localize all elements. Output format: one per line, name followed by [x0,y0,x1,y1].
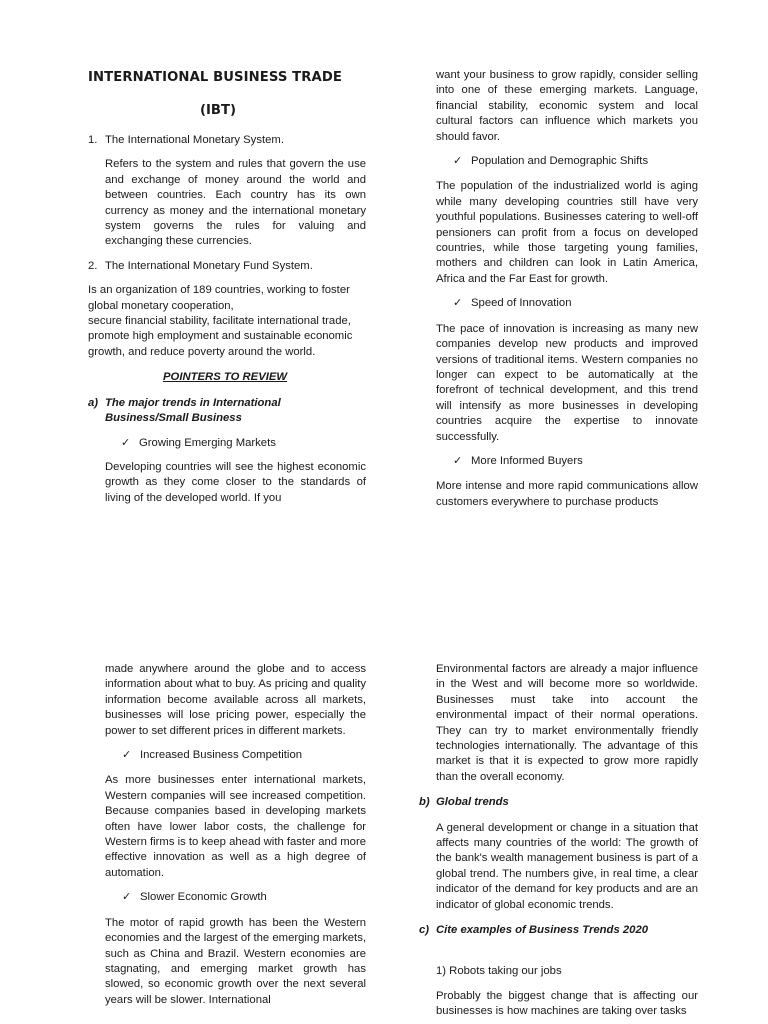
check-icon: ✓ [453,454,463,467]
top-left-column [88,133,366,506]
check-icon: ✓ [453,297,463,310]
paragraph: A general development or change in a situation that affects many countries of the world: The growth of the bank's wealth management business is part of a global trend. The numbers give, in real time, a clear indicator of the demand for key products and are an indicator of global economic trends. [436,821,698,911]
paragraph: Is an organization of 189 countries, working to foster global monetary cooperation, [88,284,350,312]
check-icon: ✓ [121,436,131,449]
bullet-item: ✓ Increased Business Competition [122,748,366,763]
paragraph: Environmental factors are already a major influence in the West and will become more so worldwide. Businesses must take into account the environmental impact of their normal operations. They can try to market environmentally friendly technologies internationally. The advantage of this market is that it is expected to grow more rapidly than the overall economy. [436,663,698,783]
top-right-column [436,68,698,510]
bullet-item: ✓ Growing Emerging Markets [121,436,366,451]
paragraph: secure financial stability, facilitate international trade, promote high employment and sustainable economic growth, and reduce poverty around the world. [88,315,353,358]
paragraph: The population of the industrialized world is aging while many developing countries still have very youthful populations. Businesses catering to well-off pensioners can profit from a focus on developed countries, while those targeting young families, mothers and children can look in Latin America, Africa and the Far East for growth. [436,180,698,285]
subheading-b: b) Global trends [419,796,509,809]
paragraph: Developing countries will see the highest economic growth as they come closer to the standards of living of the developed world. If you [105,460,366,504]
list-item-monetary-fund: 2. The International Monetary Fund System. [88,259,366,274]
paragraph: More intense and more rapid communications allow customers everywhere to purchase products [436,480,698,508]
paragraph: Refers to the system and rules that govern the use and exchange of money around the world and between countries. Each country has its own currency as money and the international monetary system governs the rules for valuing and exchanging these currencies. [105,158,366,248]
paragraph: Probably the biggest change that is affecting our businesses is how machines are taking over tasks [436,989,698,1018]
paragraph: made anywhere around the globe and to access information about what to buy. As pricing and quality information become available across all markets, businesses will lose pricing power, especially the power to set different prices in different markets. [105,663,366,737]
paragraph: The motor of rapid growth has been the Western economies and the largest of the emerging markets, such as China and Brazil. Western economies are stagnating, and emerging market growth has slowed, so economic growth over the next several years will be slower. International [105,916,366,1006]
paragraph: The pace of innovation is increasing as many new companies develop new products and improved versions of traditional items. Western companies no longer can expect to be automatically at the forefront of technical development, and this trend will intensify as more businesses in developing countries acquire the expertise to innovate successfully. [436,322,698,443]
list-item-robots: 1) Robots taking our jobs [436,964,562,977]
bottom-left-column [105,662,366,1008]
check-icon: ✓ [122,749,132,762]
section-heading: POINTERS TO REVIEW [163,371,288,384]
subheading-c: c) Cite examples of Business Trends 2020 [419,924,649,937]
bullet-item: ✓ Slower Economic Growth [122,890,366,905]
bullet-item: ✓ More Informed Buyers [453,454,698,469]
document-title: INTERNATIONAL BUSINESS TRADE [88,70,342,85]
bullet-item: ✓ Population and Demographic Shifts [453,154,698,169]
check-icon: ✓ [453,155,463,168]
list-item-monetary-system: 1. The International Monetary System. [88,133,366,148]
item-label: The International Monetary Fund System. [105,259,313,272]
document-subtitle: (IBT) [200,103,237,118]
check-icon: ✓ [122,891,132,904]
subheading-a: a) The major trends in International Business/Small Business [88,396,281,425]
bottom-right-column [419,662,698,1020]
paragraph: As more businesses enter international markets, Western companies will see increased competition. Because companies based in developing markets often have lower labor costs, the challenge for Western firms is to keep ahead with faster and more effective innovation as well as a high degree of automation. [105,774,366,879]
bullet-item: ✓ Speed of Innovation [453,296,698,311]
item-label: The International Monetary System. [105,134,284,146]
paragraph: want your business to grow rapidly, consider selling into one of these emerging markets. Language, financial stability, economic system and local cultural factors can influence which markets you should favor. [436,69,698,143]
